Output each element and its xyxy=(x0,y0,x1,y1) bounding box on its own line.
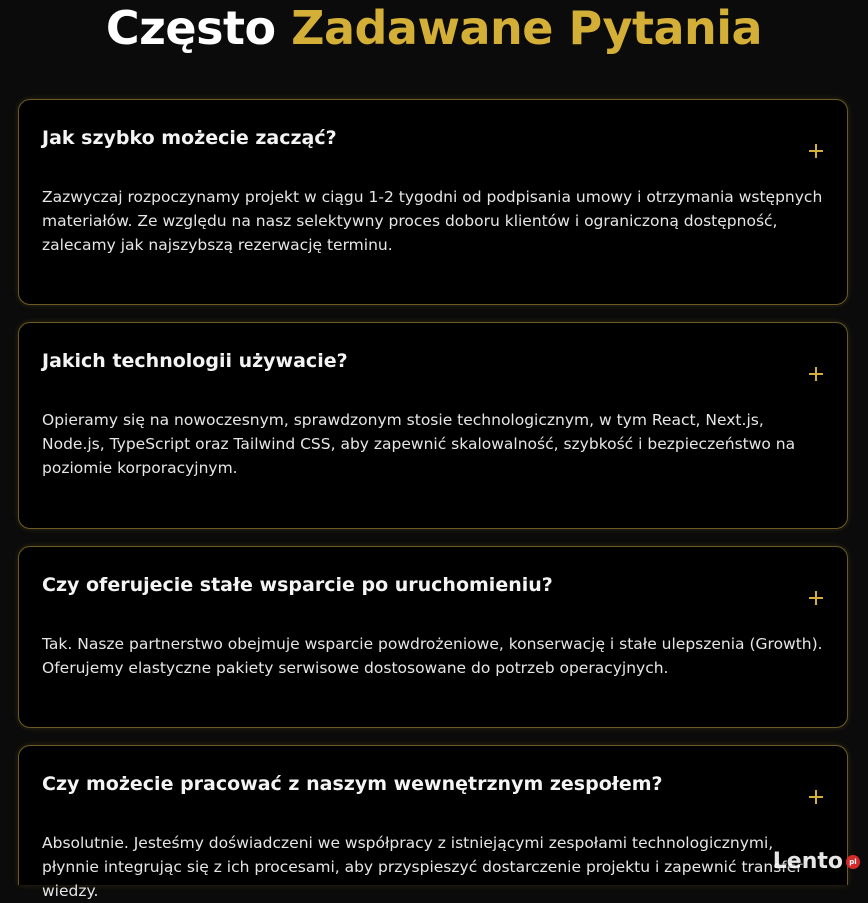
faq-item[interactable] xyxy=(18,322,848,529)
faq-question[interactable]: Czy oferujecie stałe wsparcie po uruchomieniu? xyxy=(42,574,553,596)
plus-icon[interactable] xyxy=(809,790,823,804)
lento-watermark xyxy=(773,849,860,874)
faq-question[interactable]: Jakich technologii używacie? xyxy=(42,350,348,372)
faq-answer: Zazwyczaj rozpoczynamy projekt w ciągu 1-2 tygodni od podpisania umowy i otrzymania wstępnych materiałów. Ze względu na nasz selektywny proces doboru klientów i ograniczoną dostępność, zalecamy jak najszybszą rezerwację terminu. xyxy=(42,188,823,254)
faq-question[interactable]: Jak szybko możecie zacząć? xyxy=(42,127,337,149)
faq-item[interactable] xyxy=(18,745,848,900)
page-title xyxy=(0,0,868,56)
watermark-badge: pl xyxy=(846,855,860,869)
plus-icon[interactable] xyxy=(809,144,823,158)
faq-answer: Absolutnie. Jesteśmy doświadczeni we współpracy z istniejącymi zespołami technologicznymi, płynnie integrując się z ich procesami, aby przyspieszyć dostarczenie projektu i zapewnić transfer wiedzy. xyxy=(42,834,803,900)
faq-answer: Opieramy się na nowoczesnym, sprawdzonym stosie technologicznym, w tym React, Next.js, Node.js, TypeScript oraz Tailwind CSS, aby zapewnić skalowalność, szybkość i bezpieczeństwo na poziomie korporacyjnym. xyxy=(42,411,796,477)
faq-item[interactable] xyxy=(18,99,848,305)
plus-icon[interactable] xyxy=(809,591,823,605)
faq-item[interactable] xyxy=(18,546,848,728)
page-title-part2: Zadawane Pytania xyxy=(291,1,763,55)
plus-icon[interactable] xyxy=(809,367,823,381)
faq-answer: Tak. Nasze partnerstwo obejmuje wsparcie powdrożeniowe, konserwację i stałe ulepszenia (Growth). Oferujemy elastyczne pakiety serwisowe dostosowane do potrzeb operacyjnych. xyxy=(42,635,823,677)
watermark-logo-text: Lento xyxy=(772,849,843,874)
page-title-part1: Często xyxy=(105,1,276,55)
faq-question[interactable]: Czy możecie pracować z naszym wewnętrznym zespołem? xyxy=(42,773,663,795)
